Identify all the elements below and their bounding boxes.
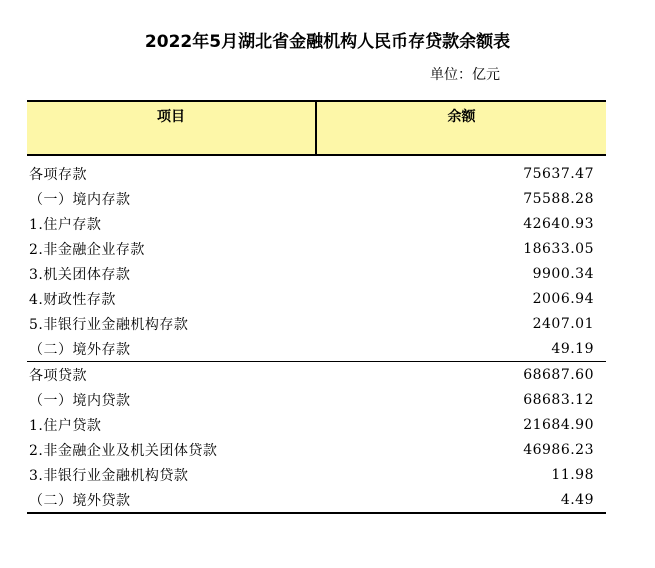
row-label: （二）境外贷款: [29, 492, 131, 509]
table-row: [27, 412, 606, 437]
row-label: 2.非金融企业存款: [29, 241, 145, 258]
table-row: [27, 186, 606, 211]
row-label: 1.住户存款: [29, 216, 102, 233]
row-label: 5.非银行业金融机构存款: [29, 316, 189, 333]
unit-label: 单位：亿元: [430, 67, 500, 83]
table-row: [27, 161, 606, 186]
row-value: 2006.94: [532, 290, 594, 307]
table-row: [27, 462, 606, 487]
row-value: 18633.05: [523, 240, 594, 257]
row-label: （一）境内贷款: [29, 392, 131, 409]
deposits-section: [27, 161, 606, 361]
row-label: 4.财政性存款: [29, 291, 116, 308]
row-label: 2.非金融企业及机关团体贷款: [29, 442, 218, 459]
row-label: 1.住户贷款: [29, 417, 102, 434]
table-row: [27, 261, 606, 286]
row-label: 3.机关团体存款: [29, 266, 131, 283]
table-row: [27, 362, 606, 387]
header-blank-cell: [27, 130, 315, 154]
row-value: 68687.60: [523, 366, 594, 383]
table-row: [27, 311, 606, 336]
row-value: 2407.01: [532, 315, 594, 332]
row-label: （一）境内存款: [29, 191, 131, 208]
row-label: 各项贷款: [29, 367, 87, 384]
row-value: 49.19: [551, 340, 594, 357]
page-title: 2022年5月湖北省金融机构人民币存贷款余额表: [144, 32, 511, 52]
table-row: [27, 437, 606, 462]
table-row: [27, 336, 606, 361]
table-row: [27, 487, 606, 512]
header-item: 项目: [157, 109, 185, 125]
header-blank-cell: [315, 130, 606, 154]
balance-table: [27, 100, 606, 514]
row-value: 46986.23: [523, 441, 594, 458]
header-blank-row: [27, 130, 606, 156]
loans-section: [27, 361, 606, 512]
row-value: 21684.90: [523, 416, 594, 433]
row-value: 75637.47: [523, 165, 594, 182]
row-label: 3.非银行业金融机构贷款: [29, 467, 189, 484]
row-value: 9900.34: [532, 265, 594, 282]
table-header: [27, 102, 606, 130]
table-row: [27, 387, 606, 412]
row-label: 各项存款: [29, 166, 87, 183]
header-balance: 余额: [315, 102, 606, 130]
table-row: [27, 236, 606, 261]
table-row: [27, 211, 606, 236]
row-value: 11.98: [551, 466, 594, 483]
row-value: 68683.12: [523, 391, 594, 408]
row-value: 75588.28: [523, 190, 594, 207]
table-row: [27, 286, 606, 311]
row-value: 4.49: [560, 491, 594, 508]
row-label: （二）境外存款: [29, 341, 131, 358]
row-value: 42640.93: [523, 215, 594, 232]
